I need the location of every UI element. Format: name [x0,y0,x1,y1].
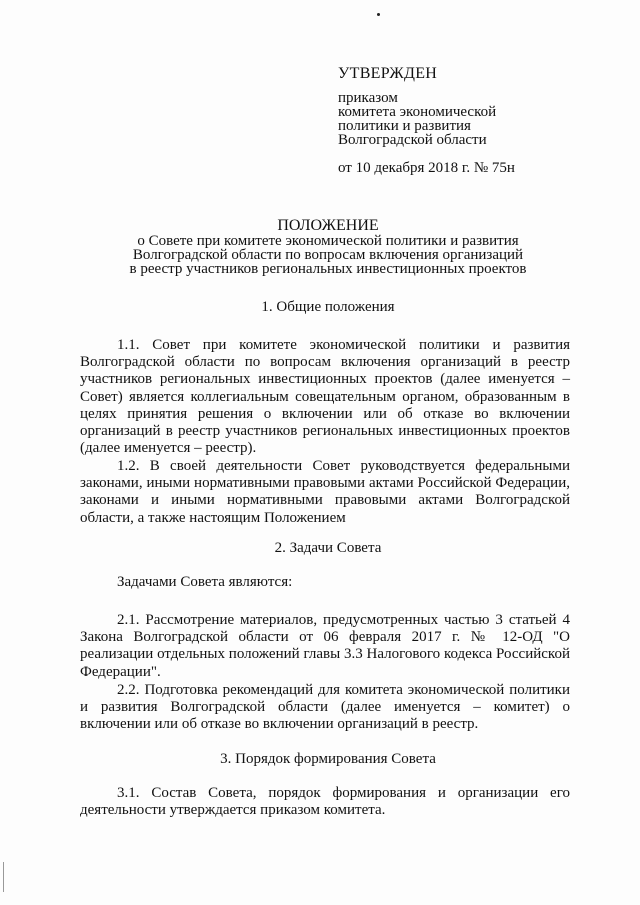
paragraph-2-2: 2.2. Подготовка рекомендаций для комитета экономической политики и развития Волгоградской области (далее именуется – комитет) о включении или об отказе во включении организаций в реестр. [80,682,570,733]
paragraph-3-1: 3.1. Состав Совета, порядок формирования и организации его деятельности утверждается приказом комитета. [80,785,570,819]
approval-date: от 10 декабря 2018 г. № 75н [338,160,515,176]
section-heading-tasks: 2. Задачи Совета [274,540,382,556]
section-heading-formation: 3. Порядок формирования Совета [220,751,436,767]
paragraph-1-2: 1.2. В своей деятельности Совет руководствуется федеральными законами, иными нормативными правовыми актами Российской Федерации, законами и иными нормативными правовыми актами Волгоградской области, а также настоящим Положением [80,458,570,526]
paragraph-2-1: 2.1. Рассмотрение материалов, предусмотренных частью 3 статьей 4 Закона Волгоградской области от 06 февраля 2017 г. № 12-ОД "О реализации отдельных положений главы 3.3 Налогового кодекса Российской Федерации". [80,612,570,680]
approval-line: комитета экономической [338,104,497,120]
document-subtitle-line: в реестр участников региональных инвестиционных проектов [129,261,527,277]
section-heading-general: 1. Общие положения [261,299,395,315]
approval-heading: УТВЕРЖДЕН [338,65,438,82]
approval-line: приказом [338,90,398,106]
scan-speck [377,13,380,16]
document-subtitle-line: Волгоградской области по вопросам включения организаций [132,247,524,263]
document-title-block [80,218,576,276]
approval-block [338,66,628,175]
document-title: ПОЛОЖЕНИЕ [277,217,379,234]
paragraph-tasks-intro: Задачами Совета являются: [117,574,293,590]
approval-line: политики и развития [338,118,471,134]
paragraph-1-1: 1.1. Совет при комитете экономической политики и развития Волгоградской области по вопросам включения организаций в реестр участников региональных инвестиционных проектов (далее именуется – Совет) является коллегиальным совещательным органом, образованным в целях принятия решения о включении или об отказе во включении организаций в реестр участников региональных инвестиционных проектов (далее именуется – реестр). [80,337,570,457]
approval-line: Волгоградской области [338,132,487,148]
scan-edge-mark [3,862,4,892]
document-subtitle-line: о Совете при комитете экономической политики и развития [137,233,519,249]
